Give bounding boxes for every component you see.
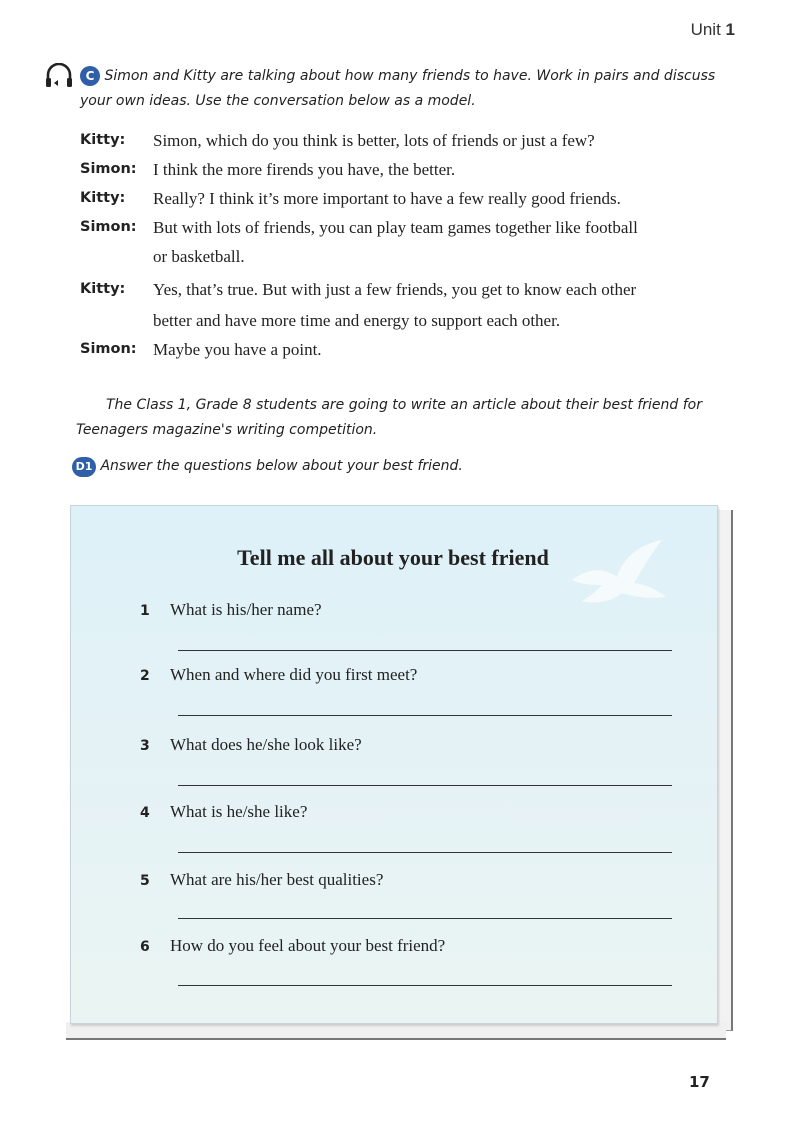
question-item: 6 How do you feel about your best friend?	[140, 936, 446, 955]
speaker: Simon:	[80, 341, 137, 357]
dialogue-line: Kitty: Really? I think it’s more important to have a few really good friends.	[80, 184, 740, 213]
dialogue-line: Simon: But with lots of friends, you can play team games together like football or basketball.	[80, 213, 740, 271]
unit-label: Unit 1	[690, 20, 735, 39]
answer-line[interactable]	[178, 650, 672, 651]
section-d1-instruction: D1 Answer the questions below about your best friend.	[72, 454, 732, 479]
question-item: 3 What does he/she look like?	[140, 735, 362, 754]
question-item: 5 What are his/her best qualities?	[140, 870, 384, 889]
section-c-badge: C	[80, 66, 100, 86]
speaker: Simon:	[80, 161, 137, 177]
page-number: 17	[689, 1073, 710, 1091]
speaker: Kitty:	[80, 281, 126, 297]
dialogue-line: Kitty: Simon, which do you think is better, lots of friends or just a few?	[80, 126, 740, 155]
question-item: 2 When and where did you first meet?	[140, 665, 418, 684]
section-c-instruction: C Simon and Kitty are talking about how many friends to have. Work in pairs and discuss your own ideas. Use the conversation below as a model.	[80, 68, 716, 109]
answer-line[interactable]	[178, 918, 672, 919]
answer-line[interactable]	[178, 715, 672, 716]
section-d1-badge: D1	[72, 457, 96, 477]
dialogue-line: Simon: I think the more firends you have, the better.	[80, 155, 740, 184]
answer-line[interactable]	[178, 785, 672, 786]
unit-number: 1	[725, 20, 735, 39]
dialogue-line: Simon: Maybe you have a point.	[80, 335, 740, 364]
intro-text: The Class 1, Grade 8 students are going to write an article about their best friend for Teenagers magazine's writing competition.	[76, 397, 702, 438]
dialogue	[80, 126, 740, 364]
card-title: Tell me all about your best friend	[237, 545, 549, 570]
answer-line[interactable]	[178, 852, 672, 853]
speaker: Simon:	[80, 219, 137, 235]
question-item: 4 What is he/she like?	[140, 802, 308, 821]
speaker: Kitty:	[80, 132, 126, 148]
speaker: Kitty:	[80, 190, 126, 206]
headphones-icon[interactable]	[44, 63, 74, 89]
answer-line[interactable]	[178, 985, 672, 986]
card-page-edge	[66, 1022, 726, 1040]
dialogue-line: Kitty: Yes, that’s true. But with just a few friends, you get to know each other better and have more time and energy to support each other.	[80, 275, 740, 335]
question-item: 1 What is his/her name?	[140, 600, 322, 619]
